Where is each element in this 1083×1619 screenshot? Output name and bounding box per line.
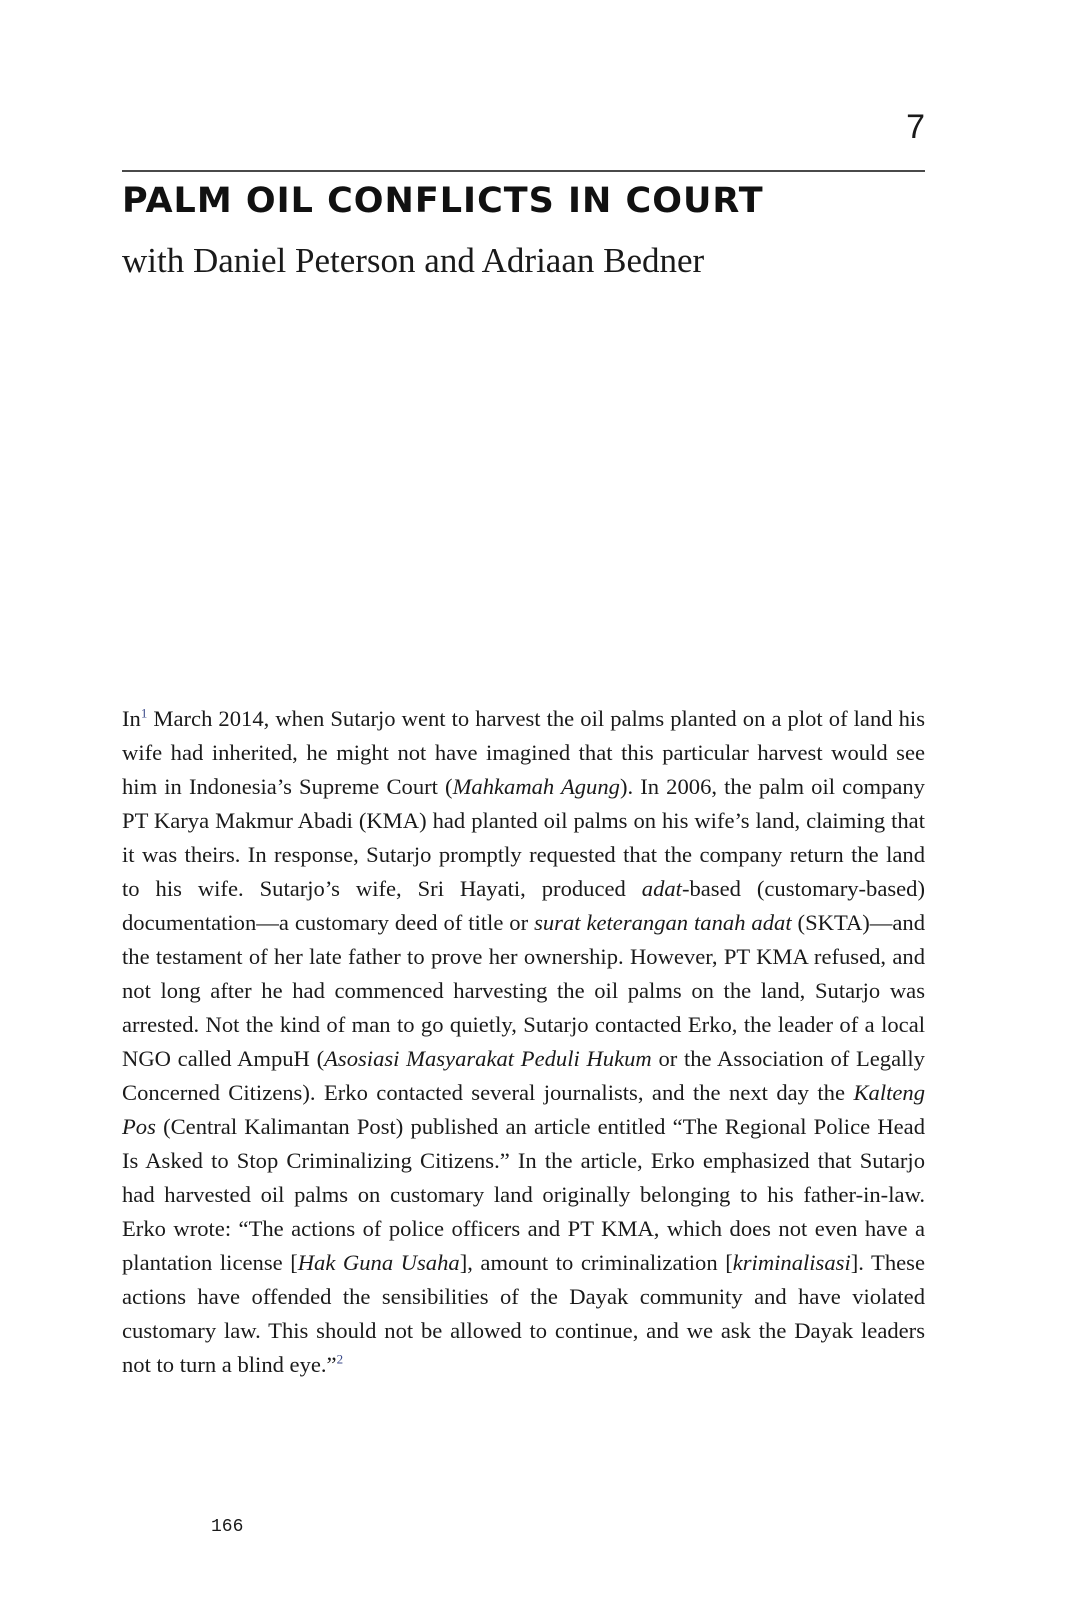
italic-term: adat [641, 876, 682, 901]
italic-term: Asosiasi Masyarakat Peduli Hukum [324, 1046, 652, 1071]
text-run: March 2014, when Sutarjo went to harvest the oil palms planted on a plot of land his wife had inherited, he might not have imagined that this particular harvest would see him in Indonesia’s Supreme Court ( [122, 706, 925, 799]
text-run: (SKTA)—and the testament of her late father to prove her ownership. However, PT KMA refused, and not long after he had commenced harvesting the oil palms on the land, Sutarjo was arrested. Not the kind of man to go quietly, Sutarjo contacted Erko, the leader of a local NGO called AmpuH ( [122, 910, 925, 1071]
italic-term: surat keterangan tanah adat [534, 910, 792, 935]
chapter-subtitle: with Daniel Peterson and Adriaan Bedner [122, 241, 705, 280]
footnote-marker-1[interactable]: 1 [140, 705, 148, 721]
text-run: (Central Kalimantan Post) published an article entitled “The Regional Police Head Is Asked to Stop Criminalizing Citizens.” In the article, Erko emphasized that Sutarjo had harvested oil palms on customary land originally belonging to his father-in-law. Erko wrote: “The actions of police officers and PT KMA, which does not even have a plantation license [ [122, 1114, 925, 1275]
italic-term: Kalteng Pos [122, 1080, 925, 1139]
text-run: ]. These actions have offended the sensibilities of the Dayak community and have violated customary law. This should not be allowed to continue, and we ask the Dayak leaders not to turn a blind eye.” [122, 1250, 925, 1377]
paragraph-opening-word: In [122, 706, 141, 731]
body-paragraph [122, 702, 925, 1382]
chapter-rule [122, 170, 925, 172]
text-run: ], amount to criminalization [ [459, 1250, 733, 1275]
italic-term: kriminalisasi [732, 1250, 851, 1275]
italic-term: Mahkamah Agung [452, 774, 620, 799]
chapter-number: 7 [906, 108, 925, 146]
chapter-title: PALM OIL CONFLICTS IN COURT [122, 181, 764, 221]
italic-term: Hak Guna Usaha [297, 1250, 460, 1275]
text-run: -based (customary-based) documentation—a customary deed of title or [122, 876, 925, 935]
page-number: 166 [211, 1517, 244, 1537]
text-run: ). In 2006, the palm oil company PT Karya Makmur Abadi (KMA) had planted oil palms on his wife’s land, claiming that it was theirs. In response, Sutarjo promptly requested that the company return the land to his wife. Sutarjo’s wife, Sri Hayati, produced [122, 774, 925, 901]
footnote-marker-2[interactable]: 2 [336, 1351, 344, 1367]
text-run: or the Association of Legally Concerned Citizens). Erko contacted several journalists, and the next day the [122, 1046, 925, 1105]
